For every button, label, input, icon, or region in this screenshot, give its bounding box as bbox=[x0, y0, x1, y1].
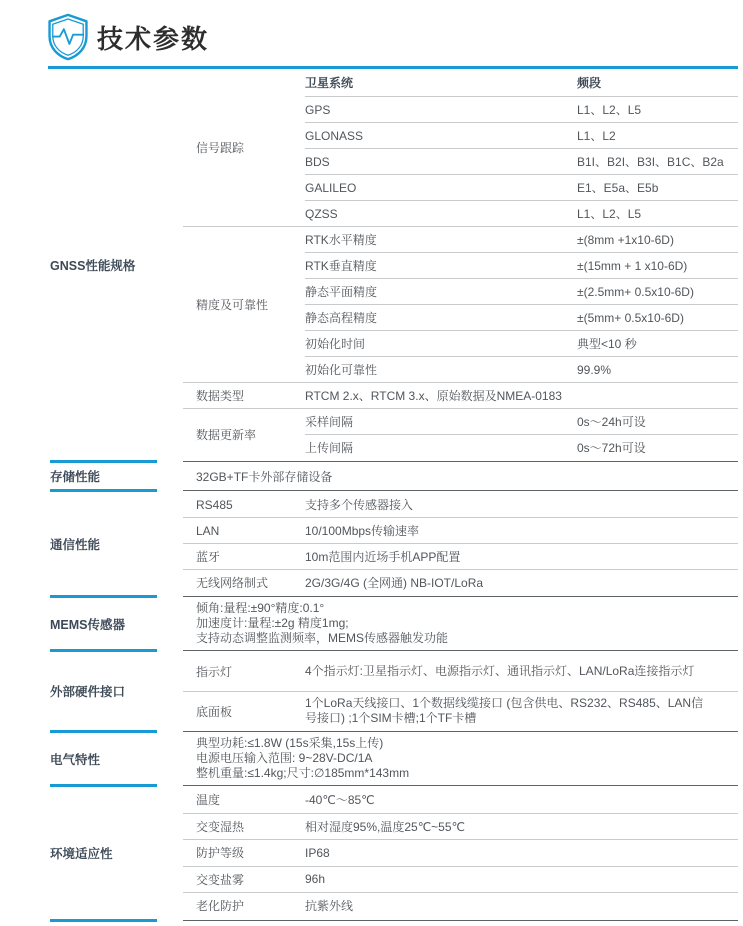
row-label: 老化防护 bbox=[196, 899, 245, 914]
table-row-bluetooth bbox=[183, 543, 738, 569]
section-label-communication: 通信性能 bbox=[50, 537, 101, 552]
table-bottom-divider bbox=[50, 919, 738, 922]
table-row-sample-interval bbox=[305, 409, 738, 434]
cell-value: ±(8mm +1x10-6D) bbox=[577, 232, 674, 247]
cell-band: B1I、B2I、B3I、B1C、B2a bbox=[577, 155, 724, 169]
cell-band: L1、L2、L5 bbox=[577, 103, 642, 117]
section-divider bbox=[50, 489, 738, 492]
dark-rule bbox=[183, 490, 738, 491]
blue-rule bbox=[50, 730, 157, 733]
cell-value: ±(5mm+ 0.5x10-6D) bbox=[577, 310, 684, 325]
spec-line: 倾角:量程:±90°精度:0.1° bbox=[196, 601, 325, 615]
blue-rule bbox=[50, 784, 157, 787]
col-header-band: 频段 bbox=[577, 76, 602, 90]
spec-line: 支持动态调整监测频率，MEMS传感器触发功能 bbox=[196, 631, 449, 645]
cell-item: 上传间隔 bbox=[305, 441, 354, 455]
table-row-rs485 bbox=[183, 492, 738, 517]
section-label-mems: MEMS传感器 bbox=[50, 617, 126, 632]
signal-tracking-group bbox=[183, 69, 738, 226]
cell-system: GLONASS bbox=[305, 128, 364, 143]
spec-line: 加速度计:量程:±2g 精度1mg; bbox=[196, 616, 349, 630]
row-value: 96h bbox=[305, 872, 326, 887]
table-header-row bbox=[305, 69, 738, 96]
row-label: 防护等级 bbox=[196, 846, 245, 861]
blue-rule bbox=[50, 919, 157, 922]
cell-system: BDS bbox=[305, 154, 330, 169]
group-label-signal: 信号跟踪 bbox=[196, 141, 245, 155]
row-label: 无线网络制式 bbox=[196, 576, 269, 590]
dark-rule bbox=[183, 785, 738, 786]
update-rate-group bbox=[183, 408, 738, 460]
section-divider bbox=[50, 730, 738, 733]
row-value: 抗紫外线 bbox=[305, 899, 354, 914]
row-value: 4个指示灯:卫星指示灯、电源指示灯、通讯指示灯、LAN/LoRa连接指示灯 bbox=[305, 664, 695, 678]
section-label-environment: 环境适应性 bbox=[50, 846, 113, 861]
spec-sheet bbox=[50, 0, 738, 922]
section-divider bbox=[50, 649, 738, 652]
cell-system: QZSS bbox=[305, 206, 338, 221]
row-label: 蓝牙 bbox=[196, 550, 221, 564]
table-row-glonass bbox=[305, 122, 738, 148]
table-row-protection-level bbox=[183, 839, 738, 866]
table-row-rtk-horizontal bbox=[305, 227, 738, 252]
table-row-bottom-panel bbox=[183, 691, 738, 730]
dark-rule bbox=[183, 596, 738, 597]
table-row-rtk-vertical bbox=[305, 252, 738, 278]
row-label: RS485 bbox=[196, 497, 233, 512]
table-row-gps bbox=[305, 96, 738, 122]
blue-rule bbox=[50, 460, 157, 463]
row-value: IP68 bbox=[305, 845, 330, 860]
cell-value: 典型<10 秒 bbox=[577, 337, 637, 351]
section-storage bbox=[50, 463, 738, 489]
dark-rule bbox=[183, 920, 738, 921]
table-row-upload-interval bbox=[305, 434, 738, 460]
table-row-salt-spray bbox=[183, 866, 738, 893]
cell-item: 初始化时间 bbox=[305, 337, 366, 351]
row-value: RTCM 2.x、RTCM 3.x、原始数据及NMEA-0183 bbox=[305, 389, 562, 403]
section-mems bbox=[50, 598, 738, 649]
table-row-init-reliability bbox=[305, 356, 738, 382]
cell-band: L1、L2、L5 bbox=[577, 207, 642, 221]
cell-system: GPS bbox=[305, 102, 331, 117]
cell-value: ±(15mm + 1 x10-6D) bbox=[577, 258, 688, 273]
table-row-indicators bbox=[183, 652, 738, 691]
row-value: 支持多个传感器接入 bbox=[305, 498, 414, 512]
data-type-row bbox=[183, 382, 738, 408]
spec-line: 电源电压输入范围: 9~28V-DC/1A bbox=[196, 751, 373, 765]
row-label: 温度 bbox=[196, 793, 221, 808]
row-value: 2G/3G/4G (全网通) NB-IOT/LoRa bbox=[305, 576, 484, 590]
blue-rule bbox=[50, 489, 157, 492]
table-row-bds bbox=[305, 148, 738, 174]
section-divider bbox=[50, 460, 738, 463]
row-value: 相对湿度95%,温度25℃~55℃ bbox=[305, 819, 466, 834]
cell-item: 初始化可靠性 bbox=[305, 363, 378, 377]
section-communication bbox=[50, 492, 738, 595]
table-row-init-time bbox=[305, 330, 738, 356]
section-label-storage: 存储性能 bbox=[50, 470, 101, 484]
cell-band: L1、L2 bbox=[577, 129, 616, 143]
row-label: 指示灯 bbox=[196, 665, 233, 679]
mems-spec-cell bbox=[183, 598, 738, 649]
cell-band: E1、E5a、E5b bbox=[577, 181, 659, 195]
row-label: 数据类型 bbox=[196, 389, 245, 403]
row-value: -40℃～85℃ bbox=[305, 793, 375, 808]
page-title: 技术参数 bbox=[97, 23, 210, 54]
col-header-satellite-system: 卫星系统 bbox=[305, 76, 354, 90]
section-hardware-io bbox=[50, 652, 738, 730]
cell-item: 静态平面精度 bbox=[305, 285, 378, 299]
cell-value: 0s～24h可设 bbox=[577, 415, 646, 429]
table-row-qzss bbox=[305, 200, 738, 226]
table-row-damp-heat bbox=[183, 813, 738, 840]
spec-line: 整机重量:≤1.4kg;尺寸:∅185mm*143mm bbox=[196, 766, 410, 780]
blue-rule bbox=[50, 649, 157, 652]
group-label-update-rate: 数据更新率 bbox=[196, 428, 257, 442]
table-row-wireless bbox=[183, 569, 738, 595]
cell-system: GALILEO bbox=[305, 180, 357, 195]
row-label: LAN bbox=[196, 523, 220, 538]
section-divider bbox=[50, 595, 738, 598]
blue-rule bbox=[50, 595, 157, 598]
storage-value: 32GB+TF卡外部存储设备 bbox=[196, 469, 333, 484]
spec-line: 典型功耗:≤1.8W (15s采集,15s上传) bbox=[196, 736, 384, 750]
table-row-lan bbox=[183, 517, 738, 543]
row-label: 底面板 bbox=[196, 704, 233, 719]
section-gnss bbox=[50, 69, 738, 460]
dark-rule bbox=[183, 731, 738, 732]
group-label-accuracy: 精度及可靠性 bbox=[196, 298, 269, 312]
cell-value: 99.9% bbox=[577, 362, 612, 377]
row-label: 交变湿热 bbox=[196, 819, 245, 834]
cell-item: RTK水平精度 bbox=[305, 233, 377, 247]
accuracy-group bbox=[183, 226, 738, 382]
section-electrical bbox=[50, 733, 738, 784]
table-row-aging-protection bbox=[183, 892, 738, 919]
shield-pulse-icon bbox=[44, 11, 92, 63]
section-label-gnss: GNSS性能规格 bbox=[50, 258, 136, 273]
page-header bbox=[44, 0, 738, 66]
section-environment bbox=[50, 787, 738, 919]
table-row-static-plane bbox=[305, 278, 738, 304]
cell-value: ±(2.5mm+ 0.5x10-6D) bbox=[577, 284, 694, 299]
electrical-spec-cell bbox=[183, 733, 738, 784]
section-label-electrical: 电气特性 bbox=[50, 752, 101, 767]
table-row-temperature bbox=[183, 787, 738, 813]
row-value: 10m范围内近场手机APP配置 bbox=[305, 550, 461, 564]
section-label-hardware-io: 外部硬件接口 bbox=[50, 685, 126, 699]
cell-item: 静态高程精度 bbox=[305, 311, 378, 325]
section-body-gnss bbox=[183, 69, 738, 460]
dark-rule bbox=[183, 461, 738, 462]
row-value: 10/100Mbps传输速率 bbox=[305, 524, 420, 538]
table-row-galileo bbox=[305, 174, 738, 200]
row-label: 交变盐雾 bbox=[196, 872, 245, 887]
cell-value: 0s～72h可设 bbox=[577, 441, 646, 455]
cell-item: 采样间隔 bbox=[305, 415, 354, 429]
table-row-static-height bbox=[305, 304, 738, 330]
row-value: 1个LoRa天线接口、1个数据线缆接口 (包含供电、RS232、RS485、LAN信号接口) ;1个SIM卡槽;1个TF卡槽 bbox=[305, 696, 704, 725]
cell-item: RTK垂直精度 bbox=[305, 259, 377, 273]
section-divider bbox=[50, 784, 738, 787]
dark-rule bbox=[183, 650, 738, 651]
